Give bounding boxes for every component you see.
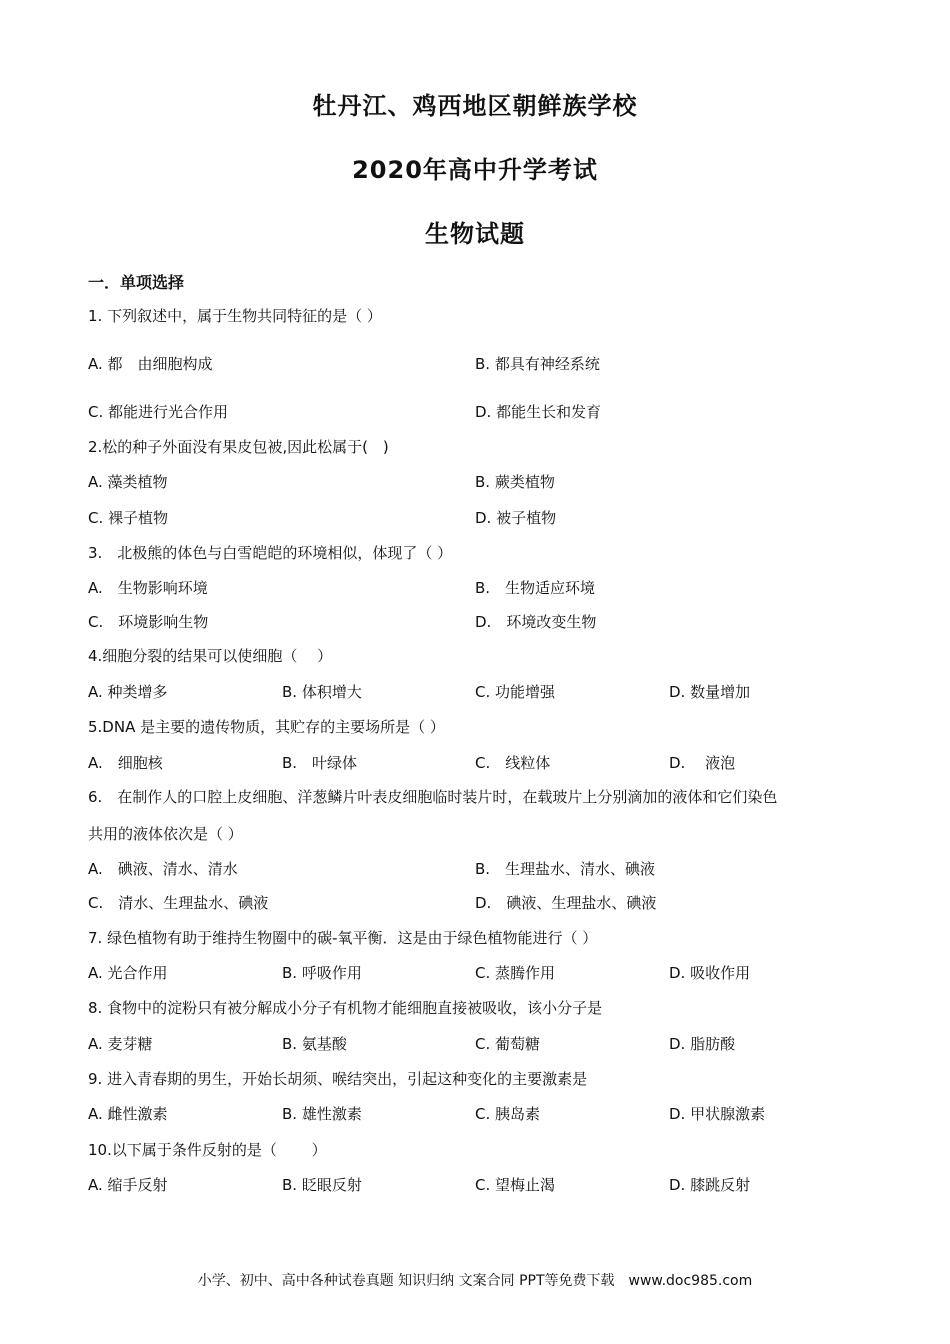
question-stem: 2.松的种子外面没有果皮包被,因此松属于( ) (88, 438, 389, 456)
question-stem: 4.细胞分裂的结果可以使细胞（ ） (88, 647, 333, 665)
option-d: D. 脂肪酸 (669, 1035, 736, 1053)
subject-title: 生物试题 (425, 220, 525, 248)
option-d: D. 环境改变生物 (475, 613, 597, 631)
option-a: A. 生物影响环境 (88, 579, 208, 597)
question-stem: 5.DNA 是主要的遗传物质，其贮存的主要场所是（ ） (88, 718, 445, 736)
option-b: B. 叶绿体 (282, 754, 358, 772)
option-a: A. 缩手反射 (88, 1176, 168, 1194)
option-c: C. 裸子植物 (88, 509, 169, 527)
option-b: B. 生物适应环境 (475, 579, 596, 597)
option-b: B. 呼吸作用 (282, 964, 362, 982)
option-a: A. 都 由细胞构成 (88, 355, 213, 373)
option-b: B. 生理盐水、清水、碘液 (475, 860, 656, 878)
option-d: D. 甲状腺激素 (669, 1105, 766, 1123)
question-stem: 10.以下属于条件反射的是（ ） (88, 1141, 327, 1159)
exam-title: 2020年高中升学考试 (352, 156, 598, 184)
option-c: C. 环境影响生物 (88, 613, 209, 631)
option-d: D. 碘液、生理盐水、碘液 (475, 894, 657, 912)
option-d: D. 数量增加 (669, 683, 751, 701)
question-stem: 8. 食物中的淀粉只有被分解成小分子有机物才能细胞直接被吸收，该小分子是 (88, 999, 603, 1017)
question-stem: 1. 下列叙述中，属于生物共同特征的是（ ） (88, 307, 382, 325)
option-a: A. 种类增多 (88, 683, 168, 701)
option-b: B. 雄性激素 (282, 1105, 362, 1123)
option-b: B. 氨基酸 (282, 1035, 347, 1053)
option-a: A. 藻类植物 (88, 473, 168, 491)
question-stem: 7. 绿色植物有助于维持生物圈中的碳-氧平衡．这是由于绿色植物能进行（ ） (88, 929, 598, 947)
option-d: D. 吸收作用 (669, 964, 751, 982)
question-stem: 6. 在制作人的口腔上皮细胞、洋葱鳞片叶表皮细胞临时装片时，在载玻片上分别滴加的液体和它们染色 (88, 788, 778, 806)
option-c: C. 线粒体 (475, 754, 551, 772)
footer-text: 小学、初中、高中各种试卷真题 知识归纳 文案合同 PPT等免费下载 www.doc985.com (197, 1273, 753, 1289)
option-b: B. 蕨类植物 (475, 473, 555, 491)
option-d: D. 被子植物 (475, 509, 557, 527)
option-a: A. 雌性激素 (88, 1105, 168, 1123)
option-c: C. 功能增强 (475, 683, 556, 701)
option-c: C. 清水、生理盐水、碘液 (88, 894, 269, 912)
option-c: C. 胰岛素 (475, 1105, 541, 1123)
question-stem-continued: 共用的液体依次是（ ） (88, 825, 243, 843)
question-stem: 3. 北极熊的体色与白雪皑皑的环境相似，体现了（ ） (88, 544, 453, 562)
option-a: A. 碘液、清水、清水 (88, 860, 238, 878)
option-d: D. 膝跳反射 (669, 1176, 751, 1194)
option-c: C. 葡萄糖 (475, 1035, 541, 1053)
option-a: A. 光合作用 (88, 964, 168, 982)
section-heading: 一．单项选择 (88, 273, 185, 292)
option-b: B. 眨眼反射 (282, 1176, 362, 1194)
option-c: C. 都能进行光合作用 (88, 403, 229, 421)
option-d: D. 液泡 (669, 754, 736, 772)
option-a: A. 麦芽糖 (88, 1035, 153, 1053)
option-d: D. 都能生长和发育 (475, 403, 602, 421)
option-b: B. 都具有神经系统 (475, 355, 600, 373)
option-c: C. 蒸腾作用 (475, 964, 556, 982)
option-c: C. 望梅止渴 (475, 1176, 556, 1194)
option-a: A. 细胞核 (88, 754, 163, 772)
option-b: B. 体积增大 (282, 683, 362, 701)
question-stem: 9. 进入青春期的男生，开始长胡须、喉结突出，引起这种变化的主要激素是 (88, 1070, 588, 1088)
school-title: 牡丹江、鸡西地区朝鲜族学校 (312, 92, 638, 120)
